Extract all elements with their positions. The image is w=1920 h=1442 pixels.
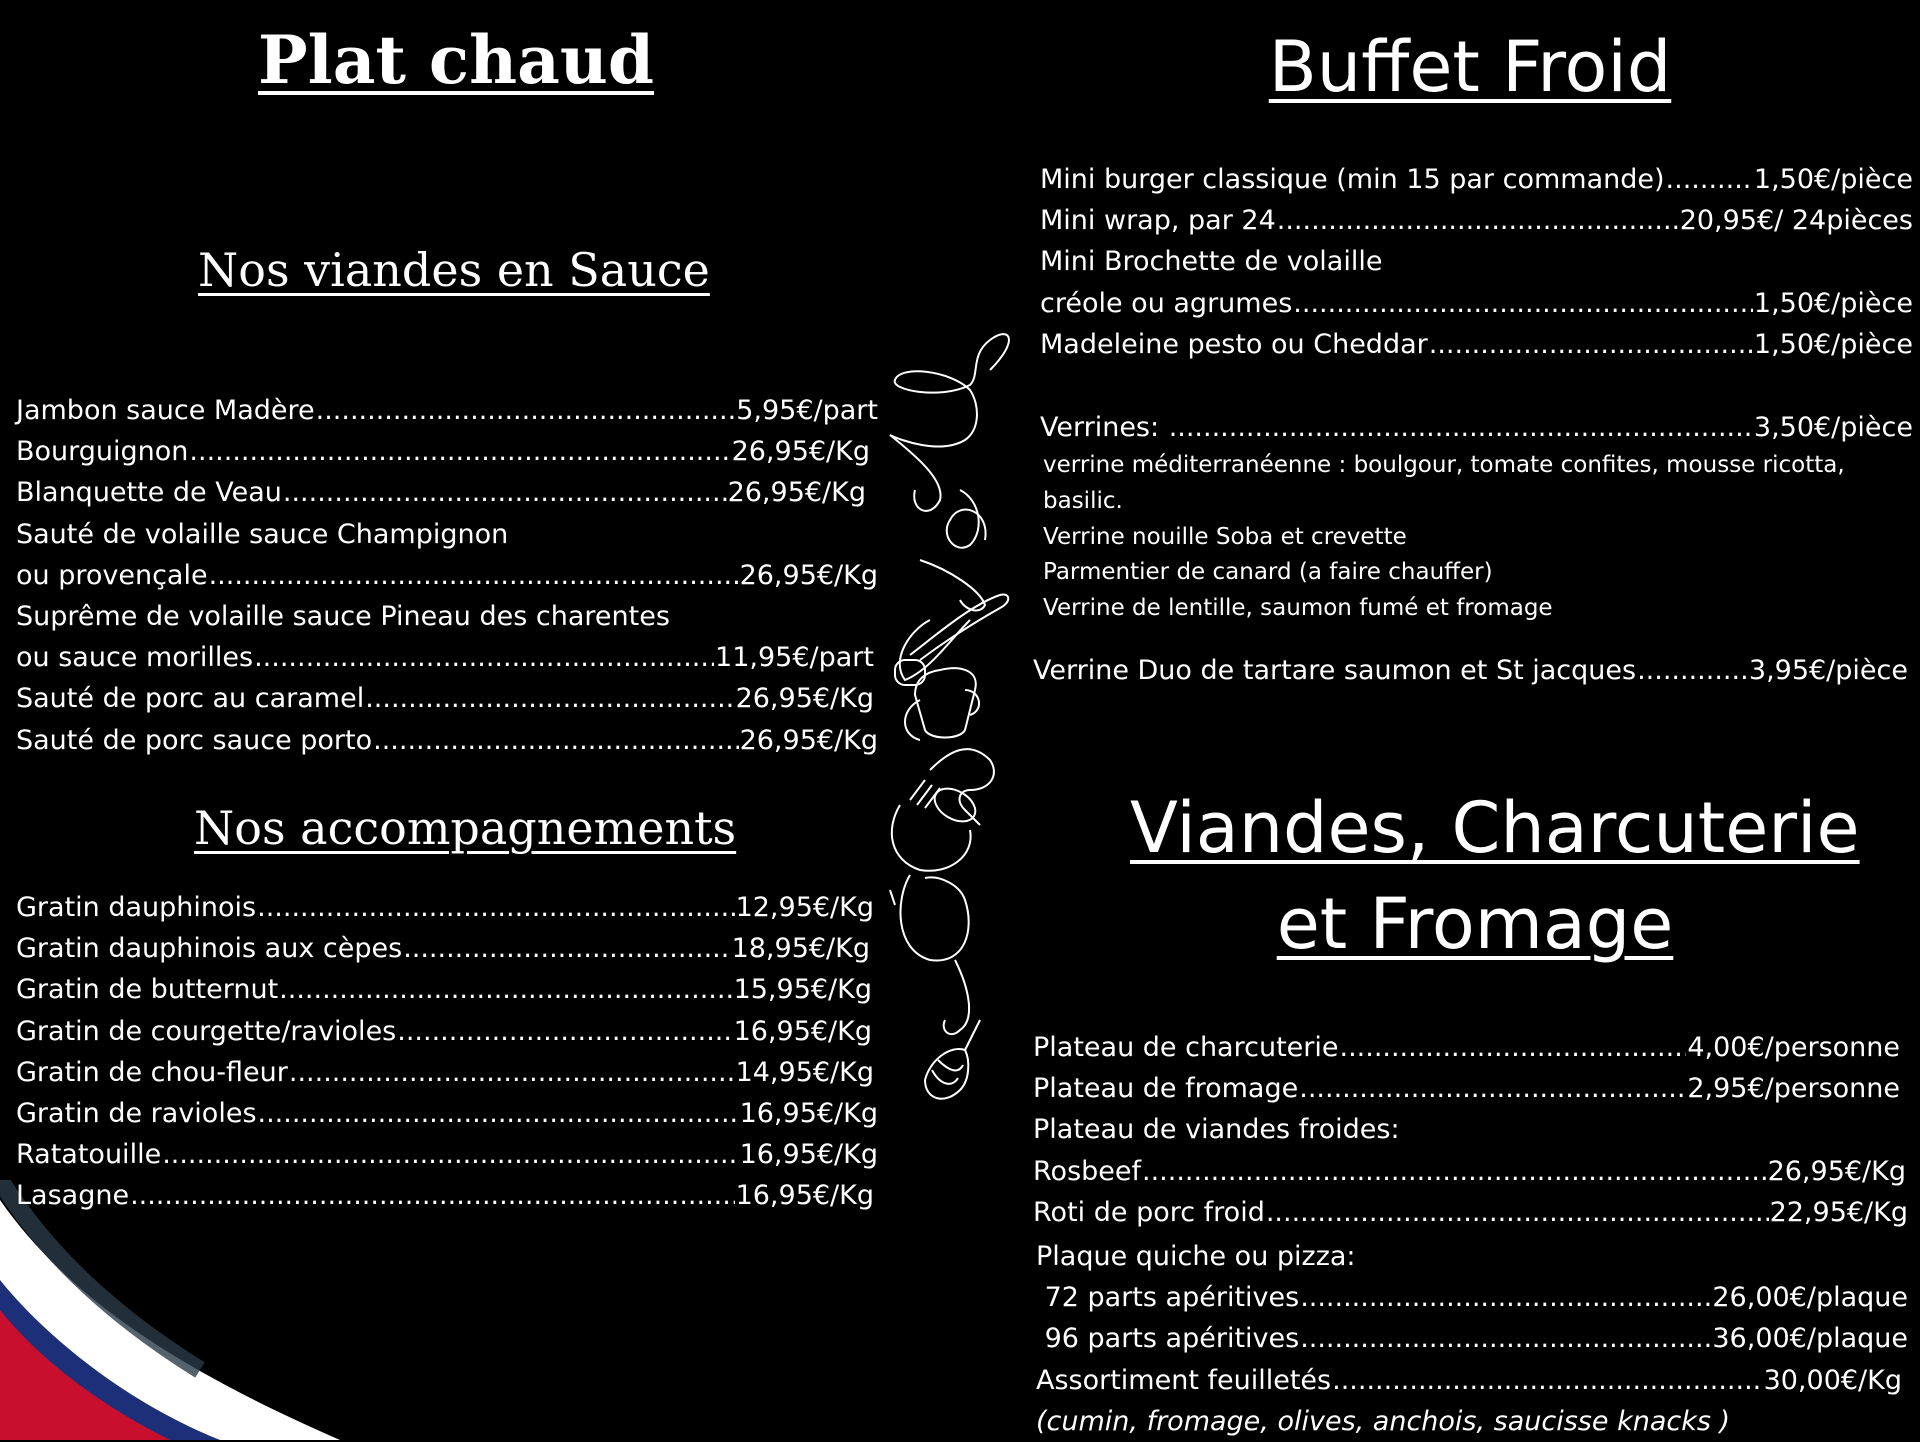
verrine-duo <box>1033 650 1908 691</box>
list-item <box>16 678 878 719</box>
list-item <box>1036 1360 1908 1401</box>
item-price: 12,95€/Kg <box>735 892 874 923</box>
item-name: Gratin dauphinois aux cèpes <box>16 933 403 965</box>
item-name: Gratin de butternut <box>16 974 279 1006</box>
feuilletes-note: (cumin, fromage, olives, anchois, saucisse knacks ) <box>1036 1405 1731 1437</box>
item-price: 16,95€/Kg <box>735 1180 874 1212</box>
item-price: 16,95€/Kg <box>739 1097 878 1129</box>
list-item <box>1040 200 1913 241</box>
verrine-detail: basilic. <box>1043 487 1123 514</box>
item-name: Ratatouille <box>16 1139 162 1171</box>
item-price: 16,95€/Kg <box>739 1139 878 1171</box>
list-item <box>16 514 878 555</box>
item-price: 5,95€/part <box>736 395 878 426</box>
quiche-list <box>1036 1236 1908 1442</box>
item-price: 30,00€/Kg <box>1763 1364 1902 1396</box>
item-price: 26,95€/Kg <box>739 724 878 756</box>
item-name: Verrine Duo de tartare saumon et St jacques <box>1033 655 1637 686</box>
list-item <box>1040 241 1913 282</box>
item-price: 26,95€/Kg <box>739 559 878 591</box>
item-name: Mini burger classique (min 15 par commande) <box>1040 164 1665 195</box>
verrine-detail: Verrine nouille Soba et crevette <box>1043 523 1407 550</box>
list-item <box>1036 1318 1908 1359</box>
item-price: 26,95€/Kg <box>1767 1155 1906 1187</box>
list-item <box>16 1134 878 1175</box>
item-price: 26,95€/Kg <box>727 477 866 509</box>
item-price: 22,95€/Kg <box>1769 1196 1908 1228</box>
item-name: ou provençale <box>16 559 208 591</box>
item-name: Plateau de charcuterie <box>1033 1032 1339 1063</box>
list-item <box>16 472 878 513</box>
item-name: Mini Brochette de volaille <box>1040 246 1383 278</box>
item-name: Madeleine pesto ou Cheddar <box>1040 328 1428 360</box>
verrine-detail: Verrine de lentille, saumon fumé et fromage <box>1043 594 1553 621</box>
list-item <box>1040 407 1913 448</box>
item-price: 11,95€/part <box>715 642 874 674</box>
accompagnements-list <box>16 887 878 1217</box>
item-price: 14,95€/Kg <box>735 1056 874 1088</box>
list-item <box>1033 1151 1908 1192</box>
item-name: Assortiment feuilletés <box>1036 1364 1332 1396</box>
verrines-block <box>1040 407 1913 627</box>
item-price: 26,95€/Kg <box>735 683 874 715</box>
list-item <box>1033 1068 1908 1109</box>
item-name: Gratin de chou-fleur <box>16 1056 288 1088</box>
item-name: Jambon sauce Madère <box>16 395 315 426</box>
item-name: Verrines: <box>1040 412 1168 443</box>
item-price: 1,50€/pièce <box>1753 287 1913 319</box>
kitchen-utensils-illustration <box>870 330 1050 1110</box>
item-name: Rosbeef <box>1033 1155 1141 1187</box>
list-item <box>1040 283 1913 324</box>
item-name: Lasagne <box>16 1180 130 1212</box>
list-item <box>1040 324 1913 365</box>
item-price: 16,95€/Kg <box>733 1015 872 1047</box>
item-name: Plateau de fromage <box>1033 1073 1299 1105</box>
flag-swoosh-decoration <box>0 1180 360 1440</box>
list-item <box>16 1093 878 1134</box>
list-item <box>16 555 878 596</box>
buffet-froid-title: Buffet Froid <box>1268 26 1672 108</box>
item-name: Blanquette de Veau <box>16 477 282 509</box>
item-price: 1,50€/pièce <box>1753 164 1913 195</box>
charcuterie-list <box>1033 1027 1908 1233</box>
accompagnements-title: Nos accompagnements <box>194 801 737 855</box>
list-item <box>16 390 878 431</box>
item-price: 1,50€/pièce <box>1753 328 1913 360</box>
item-name: Roti de porc froid <box>1033 1196 1265 1228</box>
item-price: 20,95€/ 24pièces <box>1679 205 1913 237</box>
item-name: 72 parts apéritives <box>1036 1282 1300 1314</box>
list-item <box>16 596 878 637</box>
buffet-froid-list <box>1040 159 1913 365</box>
list-item <box>16 928 878 969</box>
list-item <box>1033 1109 1908 1150</box>
item-price: 26,00€/plaque <box>1712 1282 1908 1314</box>
list-item <box>16 720 878 761</box>
list-item <box>16 431 878 472</box>
viandes-sauce-list <box>16 390 878 761</box>
item-price: 18,95€/Kg <box>731 933 870 965</box>
item-name: Suprême de volaille sauce Pineau des charentes <box>16 600 670 632</box>
item-name: Bourguignon <box>16 436 189 468</box>
list-item <box>16 1175 878 1216</box>
item-price: 15,95€/Kg <box>733 974 872 1006</box>
item-price: 2,95€/personne <box>1687 1073 1900 1105</box>
item-name: Mini wrap, par 24 <box>1040 205 1276 237</box>
item-price: 3,50€/pièce <box>1753 412 1913 443</box>
list-item <box>1033 1192 1908 1233</box>
list-item <box>16 637 878 678</box>
item-name: Sauté de volaille sauce Champignon <box>16 518 509 550</box>
list-item <box>16 1052 878 1093</box>
item-name: 96 parts apéritives <box>1036 1323 1300 1355</box>
viandes-sauce-title: Nos viandes en Sauce <box>198 243 710 297</box>
item-name: Gratin de courgette/ravioles <box>16 1015 397 1047</box>
list-item <box>16 887 878 928</box>
verrine-detail: Parmentier de canard (a faire chauffer) <box>1043 559 1493 586</box>
list-item <box>1033 1027 1908 1068</box>
item-price: 3,95€/pièce <box>1748 655 1908 686</box>
list-item <box>1036 1236 1908 1277</box>
item-name: Gratin de ravioles <box>16 1097 257 1129</box>
item-price: 4,00€/personne <box>1687 1032 1900 1063</box>
list-item <box>1033 650 1908 691</box>
viandes-charcuterie-title-line1: Viandes, Charcuterie <box>1130 787 1860 869</box>
item-name: Plaque quiche ou pizza: <box>1036 1241 1356 1272</box>
list-item <box>1036 1277 1908 1318</box>
item-name: Sauté de porc sauce porto <box>16 724 373 756</box>
list-item <box>16 969 878 1010</box>
item-price: 36,00€/plaque <box>1712 1323 1908 1355</box>
plat-chaud-title: Plat chaud <box>258 21 654 99</box>
list-item <box>16 1011 878 1052</box>
item-name: Gratin dauphinois <box>16 892 257 923</box>
item-name: ou sauce morilles <box>16 642 254 674</box>
item-name: Plateau de viandes froides: <box>1033 1114 1400 1146</box>
verrine-detail: verrine méditerranéenne : boulgour, tomate confites, mousse ricotta, <box>1043 452 1845 479</box>
list-item <box>1040 159 1913 200</box>
item-name: Sauté de porc au caramel <box>16 683 365 715</box>
viandes-charcuterie-title-line2: et Fromage <box>1276 883 1674 965</box>
item-name: créole ou agrumes <box>1040 287 1293 319</box>
item-price: 26,95€/Kg <box>731 436 870 468</box>
